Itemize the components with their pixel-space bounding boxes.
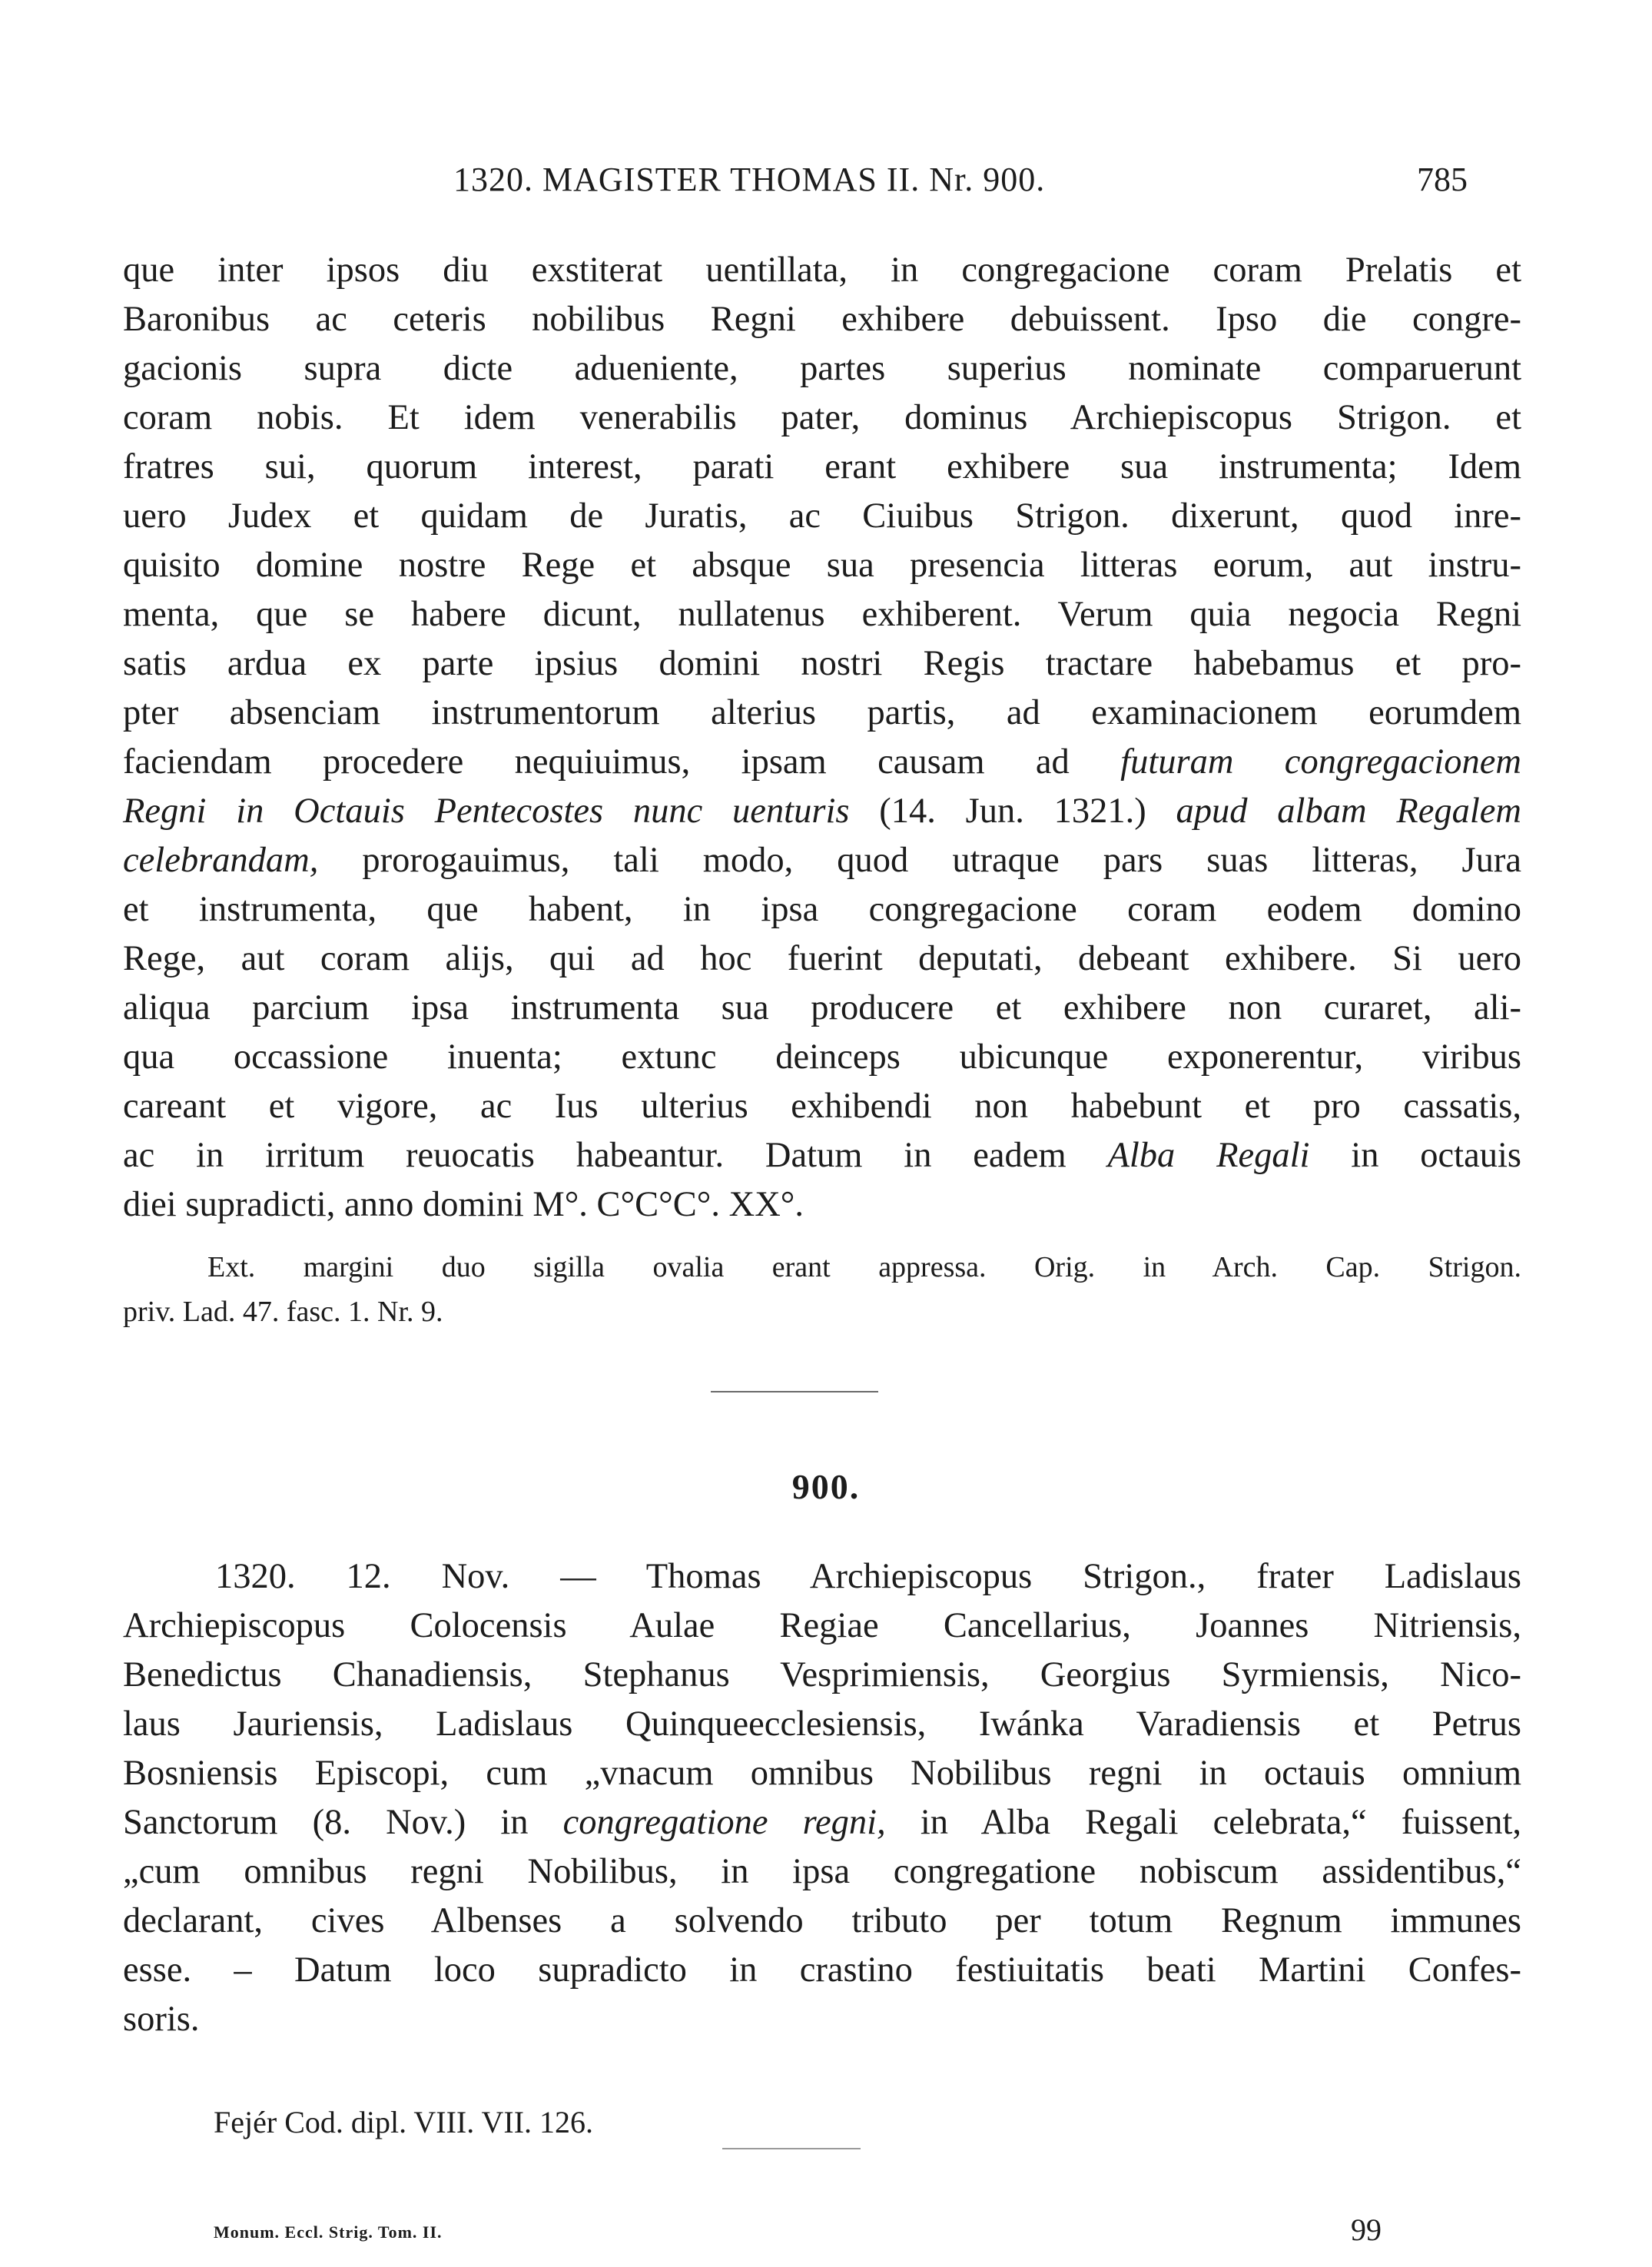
text-line: careant et vigore, ac Ius ulterius exhibendi non habebunt et pro cassatis, xyxy=(123,1087,1521,1126)
text-line: Rege, aut coram alijs, qui ad hoc fuerint deputati, debeant exhibere. Si uero xyxy=(123,939,1521,978)
text-line: fratres sui, quorum interest, parati erant exhibere sua instrumenta; Idem xyxy=(123,447,1521,486)
text-line: „cum omnibus regni Nobilibus, in ipsa congregatione nobiscum assidentibus,“ xyxy=(123,1852,1521,1891)
text-line: ac in irritum reuocatis habeantur. Datum in eadem Alba Regali in octauis xyxy=(123,1136,1521,1175)
text-line: qua occassione inuenta; extunc deinceps ubicunque exponerentur, viribus xyxy=(123,1037,1521,1077)
text-line: declarant, cives Albenses a solvendo tributo per totum Regnum immunes xyxy=(123,1901,1521,1940)
bibliographic-reference: Fejér Cod. dipl. VIII. VII. 126. xyxy=(214,2105,594,2139)
text-line: Benedictus Chanadiensis, Stephanus Vesprimiensis, Georgius Syrmiensis, Nico- xyxy=(123,1655,1521,1694)
text-line: Bosniensis Episcopi, cum „vnacum omnibus Nobilibus regni in octauis omnium xyxy=(123,1754,1521,1793)
section-divider xyxy=(711,1391,878,1392)
text-line: pter absenciam instrumentorum alterius partis, ad examinacionem eorumdem xyxy=(123,693,1521,732)
text-line: menta, que se habere dicunt, nullatenus exhiberent. Verum quia negocia Regni xyxy=(123,595,1521,634)
text-line: et instrumenta, que habent, in ipsa congregacione coram eodem domino xyxy=(123,890,1521,929)
text-line: celebrandam, prorogauimus, tali modo, quod utraque pars suas litteras, Jura xyxy=(123,841,1521,880)
text-line: laus Jauriensis, Ladislaus Quinqueecclesiensis, Iwánka Varadiensis et Petrus xyxy=(123,1704,1521,1744)
text-line: Sanctorum (8. Nov.) in congregatione regni, in Alba Regali celebrata,“ fuissent, xyxy=(123,1803,1522,1842)
source-note xyxy=(123,1245,1521,1334)
running-head: 1320. MAGISTER THOMAS II. Nr. 900. xyxy=(453,161,1046,198)
text-line: 1320. 12. Nov. — Thomas Archiepiscopus Strigon., frater Ladislaus xyxy=(215,1557,1521,1596)
document-number: 900. xyxy=(791,1467,861,1506)
note-line: Ext. margini duo sigilla ovalia erant appressa. Orig. in Arch. Cap. Strigon. xyxy=(207,1251,1521,1283)
text-line: Regni in Octauis Pentecostes nunc uenturis (14. Jun. 1321.) apud albam Regalem xyxy=(123,792,1521,831)
text-line: soris. xyxy=(123,2000,200,2039)
text-line: Baronibus ac ceteris nobilibus Regni exhibere debuissent. Ipso die congre- xyxy=(123,300,1521,339)
text-line: satis ardua ex parte ipsius domini nostri Regis tractare habebamus et pro- xyxy=(123,644,1521,683)
document-900-text xyxy=(123,1552,1521,2044)
text-line: quisito domine nostre Rege et absque sua presencia litteras eorum, aut instru- xyxy=(123,546,1521,585)
note-line: priv. Lad. 47. fasc. 1. Nr. 9. xyxy=(123,1296,443,1328)
signature-mark: Monum. Eccl. Strig. Tom. II. xyxy=(214,2222,443,2242)
main-text xyxy=(123,246,1521,1230)
text-line: faciendam procedere nequiuimus, ipsam causam ad futuram congregacionem xyxy=(123,742,1521,782)
text-line: Archiepiscopus Colocensis Aulae Regiae Cancellarius, Joannes Nitriensis, xyxy=(123,1606,1521,1645)
text-line: aliqua parcium ipsa instrumenta sua producere et exhibere non curaret, ali- xyxy=(123,988,1521,1027)
text-line: coram nobis. Et idem venerabilis pater, dominus Archiepiscopus Strigon. et xyxy=(123,398,1521,437)
end-divider xyxy=(722,2148,861,2149)
page-number: 785 xyxy=(1417,161,1468,198)
text-line: esse. – Datum loco supradicto in crastino festiuitatis beati Martini Confes- xyxy=(123,1950,1521,1990)
sheet-number: 99 xyxy=(1351,2212,1382,2247)
text-line: gacionis supra dicte adueniente, partes superius nominate comparuerunt xyxy=(123,349,1521,388)
text-line: que inter ipsos diu exstiterat uentillata, in congregacione coram Prelatis et xyxy=(123,251,1521,290)
text-line: uero Judex et quidam de Juratis, ac Ciuibus Strigon. dixerunt, quod inre- xyxy=(123,496,1521,536)
text-line: diei supradicti, anno domini M°. C°C°C°. XX°. xyxy=(123,1185,804,1224)
